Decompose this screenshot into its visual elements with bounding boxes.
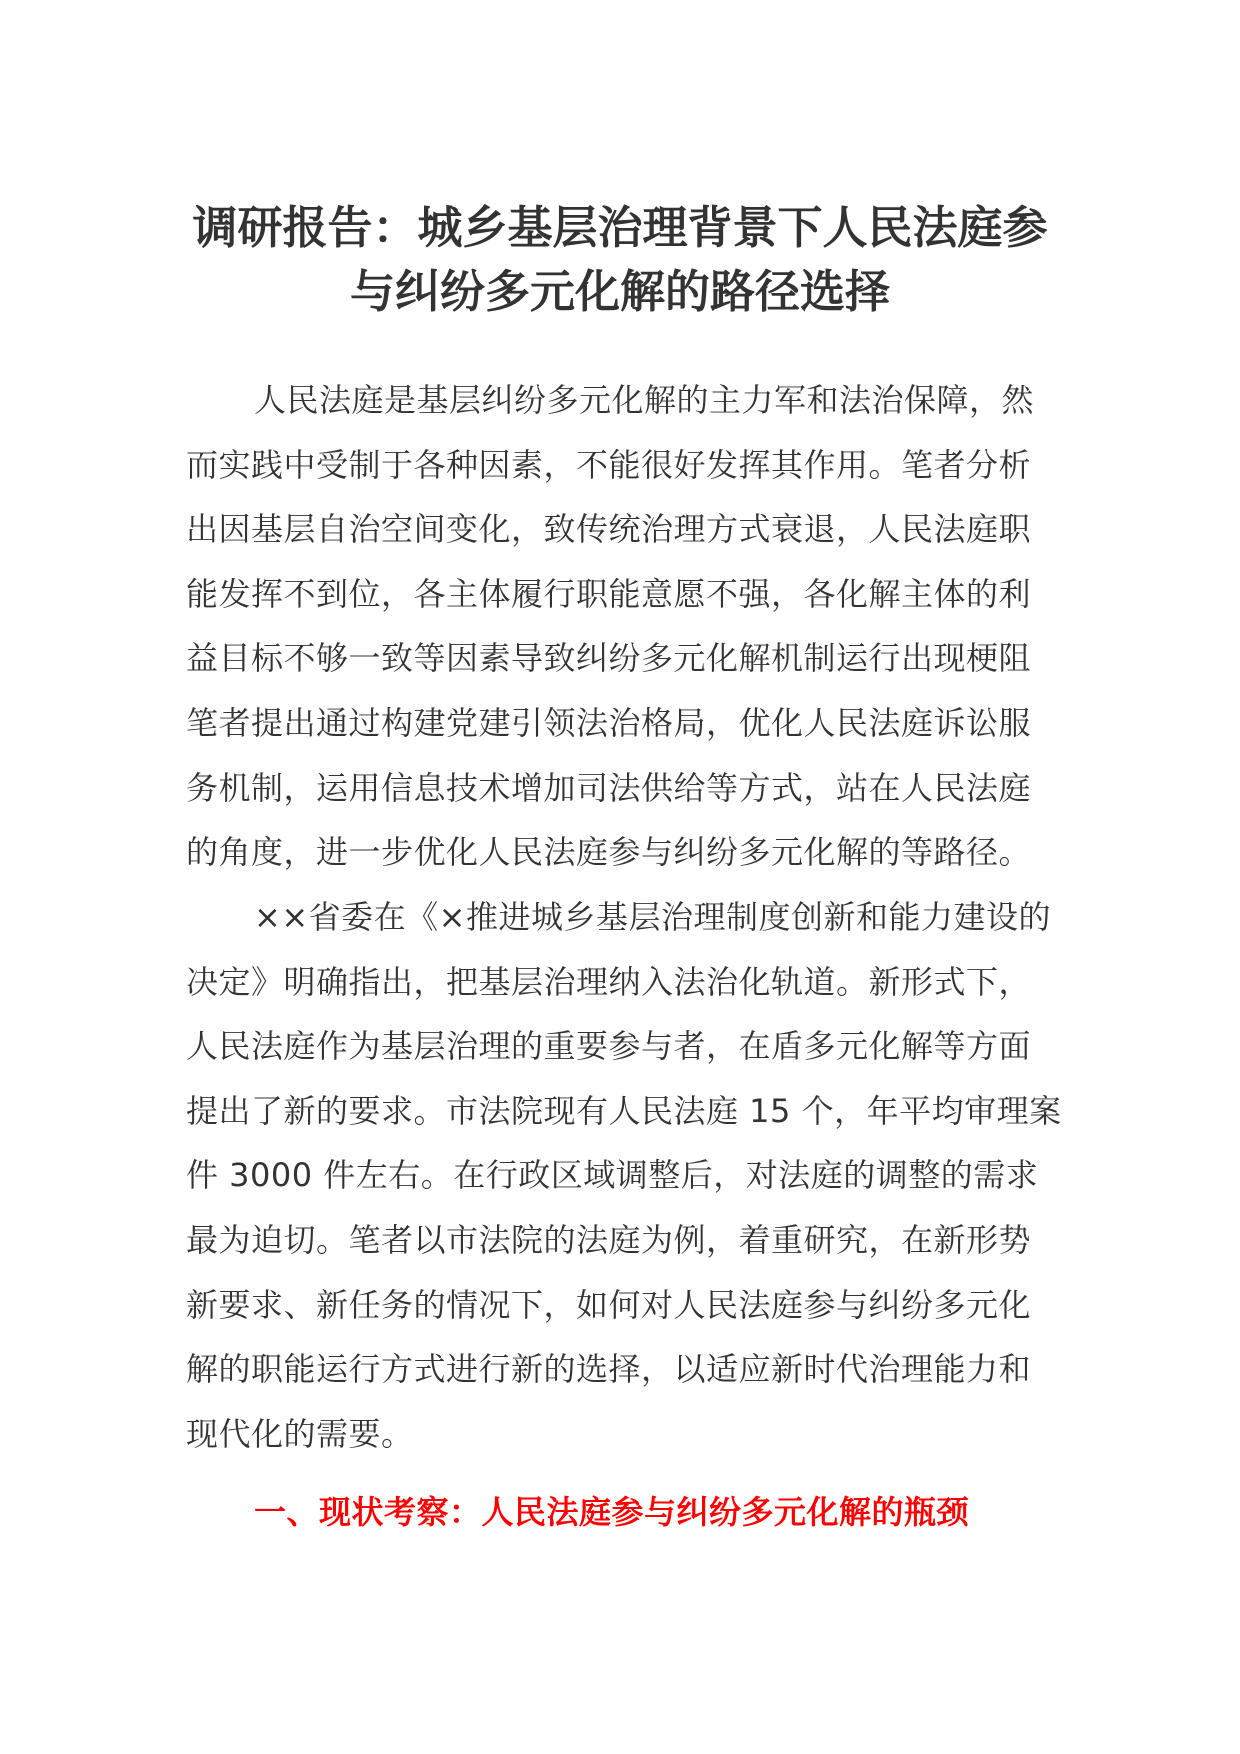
paragraph-abstract [186,368,1066,885]
text-line: 决定》明确指出，把基层治理纳入法治化轨道。新形式下， [186,962,1032,1001]
text-line: 务机制，运用信息技术增加司法供给等方式，站在人民法庭 [186,768,1032,807]
document-title [150,196,1090,324]
title-line: 与纠纷多元化解的路径选择 [349,265,890,318]
text-line: 出因基层自治空间变化，致传统治理方式衰退，人民法庭职 [186,510,1032,549]
text-line: 提出了新的要求。市法院现有人民法庭 15 个，年平均审理案 [186,1091,1062,1130]
text-line: 件 3000 件左右。在行政区域调整后，对法庭的调整的需求 [186,1156,1039,1195]
text-line: 现代化的需要。 [186,1414,414,1453]
text-line: 笔者提出通过构建党建引领法治格局，优化人民法庭诉讼服 [186,703,1032,742]
text-line: 而实践中受制于各种因素，不能很好发挥其作用。笔者分析 [186,445,1032,484]
text-line: ××省委在《×推进城乡基层治理制度创新和能力建设的 [254,898,1051,936]
text-line: 能发挥不到位，各主体履行职能意愿不强，各化解主体的利 [186,574,1032,613]
section-heading: 一、现状考察：人民法庭参与纠纷多元化解的瓶颈 [254,1493,970,1531]
text-line: 解的职能运行方式进行新的选择，以适应新时代治理能力和 [186,1350,1032,1389]
text-line: 益目标不够一致等因素导致纠纷多元化解机制运行出现梗阻 [186,639,1032,678]
text-line: 最为迫切。笔者以市法院的法庭为例，着重研究，在新形势 [186,1220,1032,1259]
title-line: 调研报告：城乡基层治理背景下人民法庭参 [192,201,1048,254]
text-line: 人民法庭是基层纠纷多元化解的主力军和法治保障，然 [254,381,1035,419]
paragraph-introduction [186,885,1066,1466]
text-line: 人民法庭作为基层治理的重要参与者，在盾多元化解等方面 [186,1027,1032,1066]
text-line: 的角度，进一步优化人民法庭参与纠纷多元化解的等路径。 [186,833,1032,872]
text-line: 新要求、新任务的情况下，如何对人民法庭参与纠纷多元化 [186,1285,1032,1324]
